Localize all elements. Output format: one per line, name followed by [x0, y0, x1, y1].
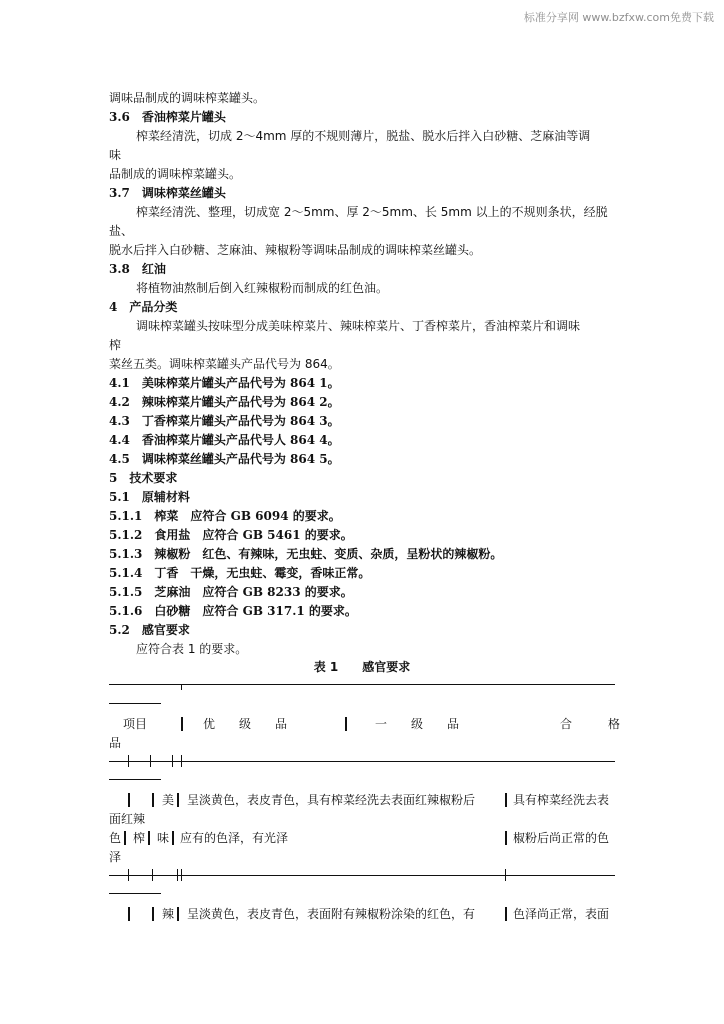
cell-qualified: 椒粉后尚正常的色: [513, 831, 610, 845]
section-heading-3-6: 3.6 香油榨菜片罐头: [109, 110, 226, 124]
section-heading-4: 4 产品分类: [109, 300, 178, 314]
section-heading-3-7: 3.7 调味榨菜丝罐头: [109, 186, 226, 200]
category-label: 榨: [133, 831, 146, 845]
header-qualified-grade-wrap: 品: [109, 736, 122, 750]
cell-wrap: 面红辣: [109, 812, 146, 826]
text-line: 榨: [109, 338, 122, 352]
list-item: 4.2 辣味榨菜片罐头产品代号为 864 2。: [109, 395, 340, 409]
table-rule: [109, 893, 161, 894]
table-bar: [172, 831, 174, 845]
category-label: 辣: [162, 907, 175, 921]
table-rule: [109, 779, 161, 780]
table-rule: [109, 703, 161, 704]
list-item: 4.3 丁香榨菜片罐头产品代号为 864 3。: [109, 414, 340, 428]
text-line: 盐、: [109, 224, 134, 238]
text-line: 榨菜经清洗，切成 2～4mm 厚的不规则薄片，脱盐、脱水后拌入白砂糖、芝麻油等调: [136, 129, 591, 143]
table-rule: [109, 761, 615, 762]
table-bar: [177, 793, 179, 807]
cell-wrap: 泽: [109, 850, 122, 864]
text-line: 榨菜经清洗、整理，切成宽 2～5mm、厚 2～5mm、长 5mm 以上的不规则条状，经脱: [136, 205, 608, 219]
list-item: 4.4 香油榨菜片罐头产品代号人 864 4。: [109, 433, 340, 447]
table-bar: [128, 907, 130, 921]
watermark: 标准分享网 www.bzfxw.com免费下载: [523, 11, 714, 24]
list-item: 5.1.3 辣椒粉 红色、有辣味，无虫蛀、变质、杂质，呈粉状的辣椒粉。: [109, 547, 503, 561]
header-qualified-grade: 合 格: [560, 717, 621, 731]
text-line: 应符合表 1 的要求。: [136, 642, 248, 656]
table-bar: [345, 717, 347, 731]
cell-qualified: 具有榨菜经洗去表: [513, 793, 610, 807]
header-first-grade: 一 级 品: [375, 717, 460, 731]
header-excellent-grade: 优 级 品: [203, 717, 288, 731]
section-heading-3-8: 3.8 红油: [109, 262, 166, 276]
list-item: 4.5 调味榨菜丝罐头产品代号为 864 5。: [109, 452, 340, 466]
table-bar: [124, 831, 126, 845]
table-bar: [505, 793, 507, 807]
table-tick: [181, 755, 182, 767]
table-bar: [505, 831, 507, 845]
table-tick: [181, 869, 182, 881]
list-item: 5.1.2 食用盐 应符合 GB 5461 的要求。: [109, 528, 353, 542]
table-rule: [109, 684, 615, 685]
table-bar: [152, 907, 154, 921]
list-item: 4.1 美味榨菜片罐头产品代号为 864 1。: [109, 376, 340, 390]
section-heading-5-1: 5.1 原辅材料: [109, 490, 190, 504]
header-item: 项目: [123, 717, 148, 731]
table-bar: [148, 831, 150, 845]
table-tick: [505, 869, 506, 881]
cell-excellent: 应有的色泽，有光泽: [180, 831, 289, 845]
section-heading-5: 5 技术要求: [109, 471, 178, 485]
table-tick: [172, 755, 173, 767]
text-line: 菜丝五类。调味榨菜罐头产品代号为 864。: [109, 357, 340, 371]
text-line: 调味榨菜罐头按味型分成美味榨菜片、辣味榨菜片、丁香榨菜片，香油榨菜片和调味: [136, 319, 581, 333]
table-bar: [505, 907, 507, 921]
table-rule: [109, 875, 615, 876]
text-line: 味: [109, 148, 122, 162]
category-label: 味: [157, 831, 170, 845]
list-item: 5.1.5 芝麻油 应符合 GB 8233 的要求。: [109, 585, 353, 599]
table-bar: [181, 717, 183, 731]
list-item: 5.1.4 丁香 干燥，无虫蛀、霉变，香味正常。: [109, 566, 371, 580]
table-caption: 表 1 感官要求: [313, 660, 411, 674]
list-item: 5.1.1 榨菜 应符合 GB 6094 的要求。: [109, 509, 341, 523]
section-heading-5-2: 5.2 感官要求: [109, 623, 190, 637]
text-line: 脱水后拌入白砂糖、芝麻油、辣椒粉等调味品制成的调味榨菜丝罐头。: [109, 243, 482, 257]
table-tick: [150, 755, 151, 767]
category-label: 色: [109, 831, 122, 845]
list-item: 5.1.6 白砂糖 应符合 GB 317.1 的要求。: [109, 604, 357, 618]
table-bar: [128, 793, 130, 807]
cell-excellent: 呈淡黄色，表皮青色，表面附有辣椒粉涂染的红色，有: [187, 907, 476, 921]
table-tick: [181, 684, 182, 690]
cell-qualified: 色泽尚正常，表面: [513, 907, 610, 921]
table-tick: [128, 755, 129, 767]
table-tick: [128, 869, 129, 881]
table-bar: [152, 793, 154, 807]
table-tick: [152, 869, 153, 881]
text-line: 将植物油熬制后倒入红辣椒粉而制成的红色油。: [136, 281, 389, 295]
table-tick: [177, 869, 178, 881]
text-line: 品制成的调味榨菜罐头。: [109, 167, 242, 181]
cell-excellent: 呈淡黄色，表皮青色，具有榨菜经洗去表面红辣椒粉后: [187, 793, 476, 807]
text-line: 调味品制成的调味榨菜罐头。: [109, 91, 266, 105]
category-label: 美: [162, 793, 175, 807]
table-bar: [177, 907, 179, 921]
